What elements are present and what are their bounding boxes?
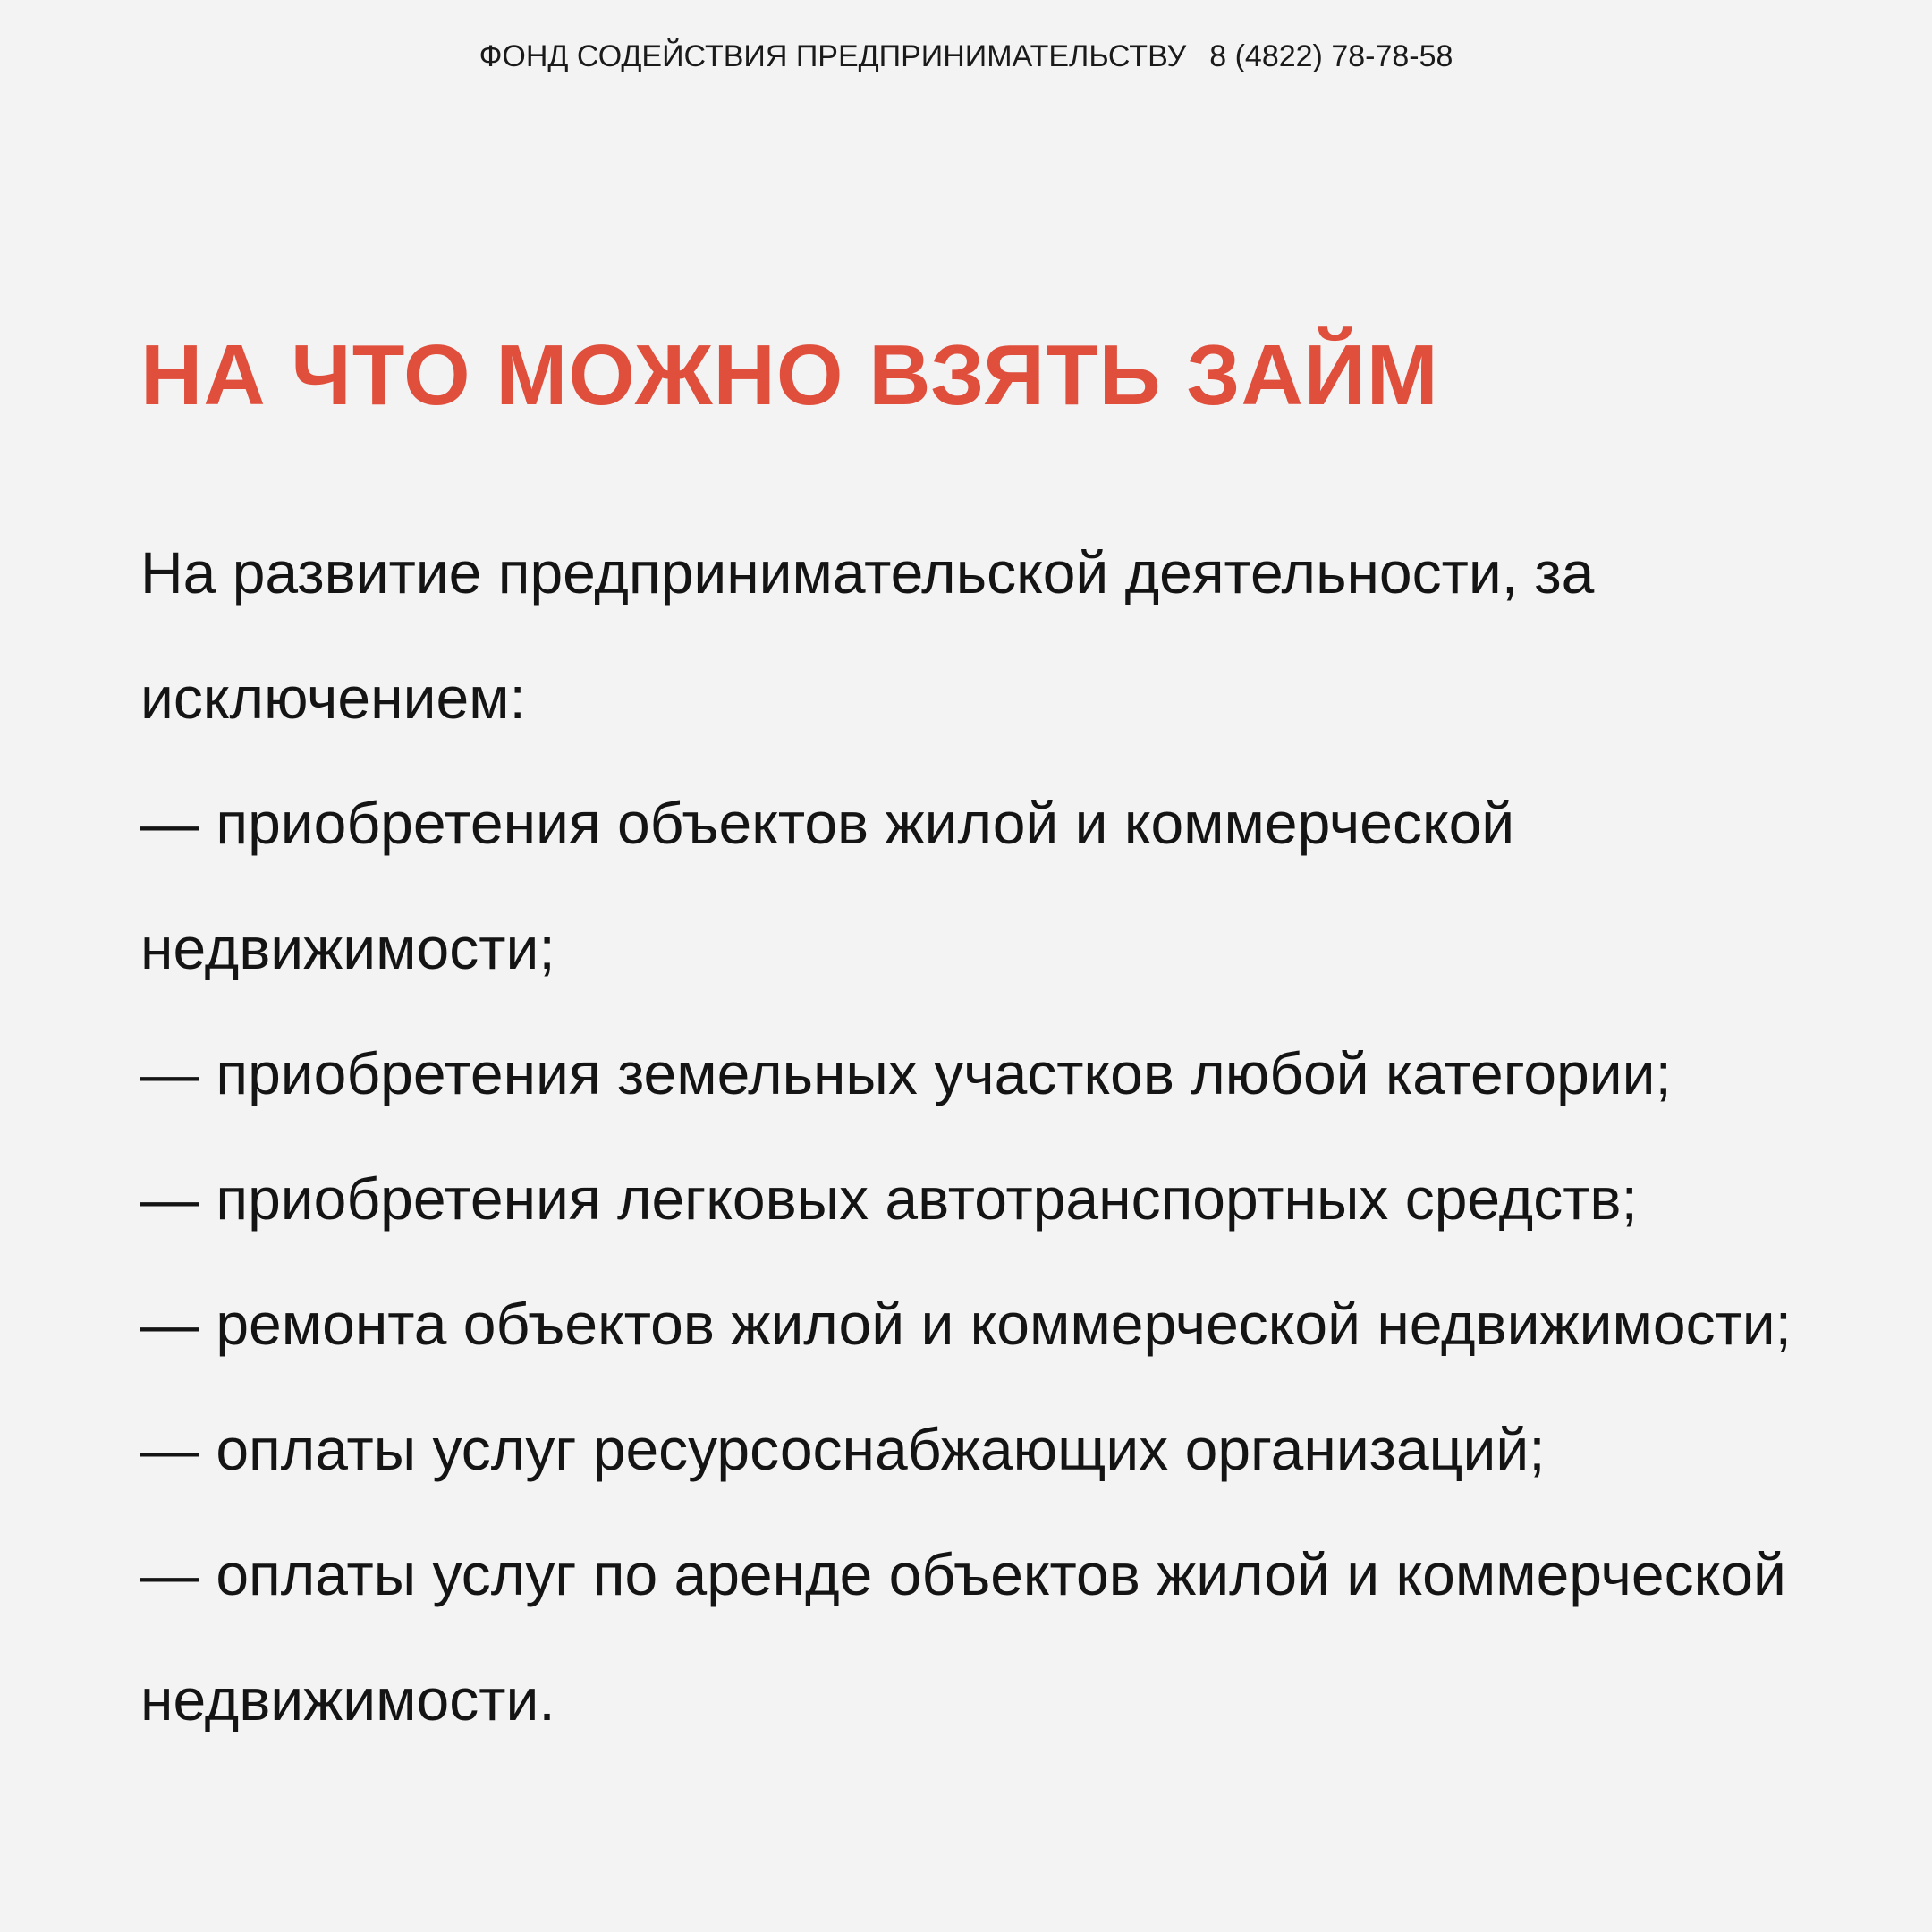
body-line: На развитие предпринимательской деятельности, за bbox=[140, 539, 1595, 606]
list-item: — приобретения объектов жилой и коммерческой bbox=[140, 790, 1515, 856]
page-title: НА ЧТО МОЖНО ВЗЯТЬ ЗАЙМ bbox=[140, 327, 1439, 423]
header bbox=[0, 39, 1932, 74]
list-item-continuation: недвижимости. bbox=[140, 1666, 555, 1733]
body-line: исключением: bbox=[140, 665, 526, 731]
list-item: — приобретения земельных участков любой категории; bbox=[140, 1040, 1672, 1106]
list-item: — оплаты услуг по аренде объектов жилой и коммерческой bbox=[140, 1541, 1786, 1607]
list-item-continuation: недвижимости; bbox=[140, 915, 555, 981]
list-item: — приобретения легковых автотранспортных средств; bbox=[140, 1165, 1638, 1232]
phone-number: 8 (4822) 78-78-58 bbox=[1209, 39, 1453, 73]
list-item: — оплаты услуг ресурсоснабжающих организаций; bbox=[140, 1416, 1546, 1482]
body-text bbox=[140, 510, 1894, 1762]
org-name: ФОНД СОДЕЙСТВИЯ ПРЕДПРИНИМАТЕЛЬСТВУ bbox=[479, 39, 1187, 73]
list-item: — ремонта объектов жилой и коммерческой недвижимости; bbox=[140, 1291, 1792, 1357]
